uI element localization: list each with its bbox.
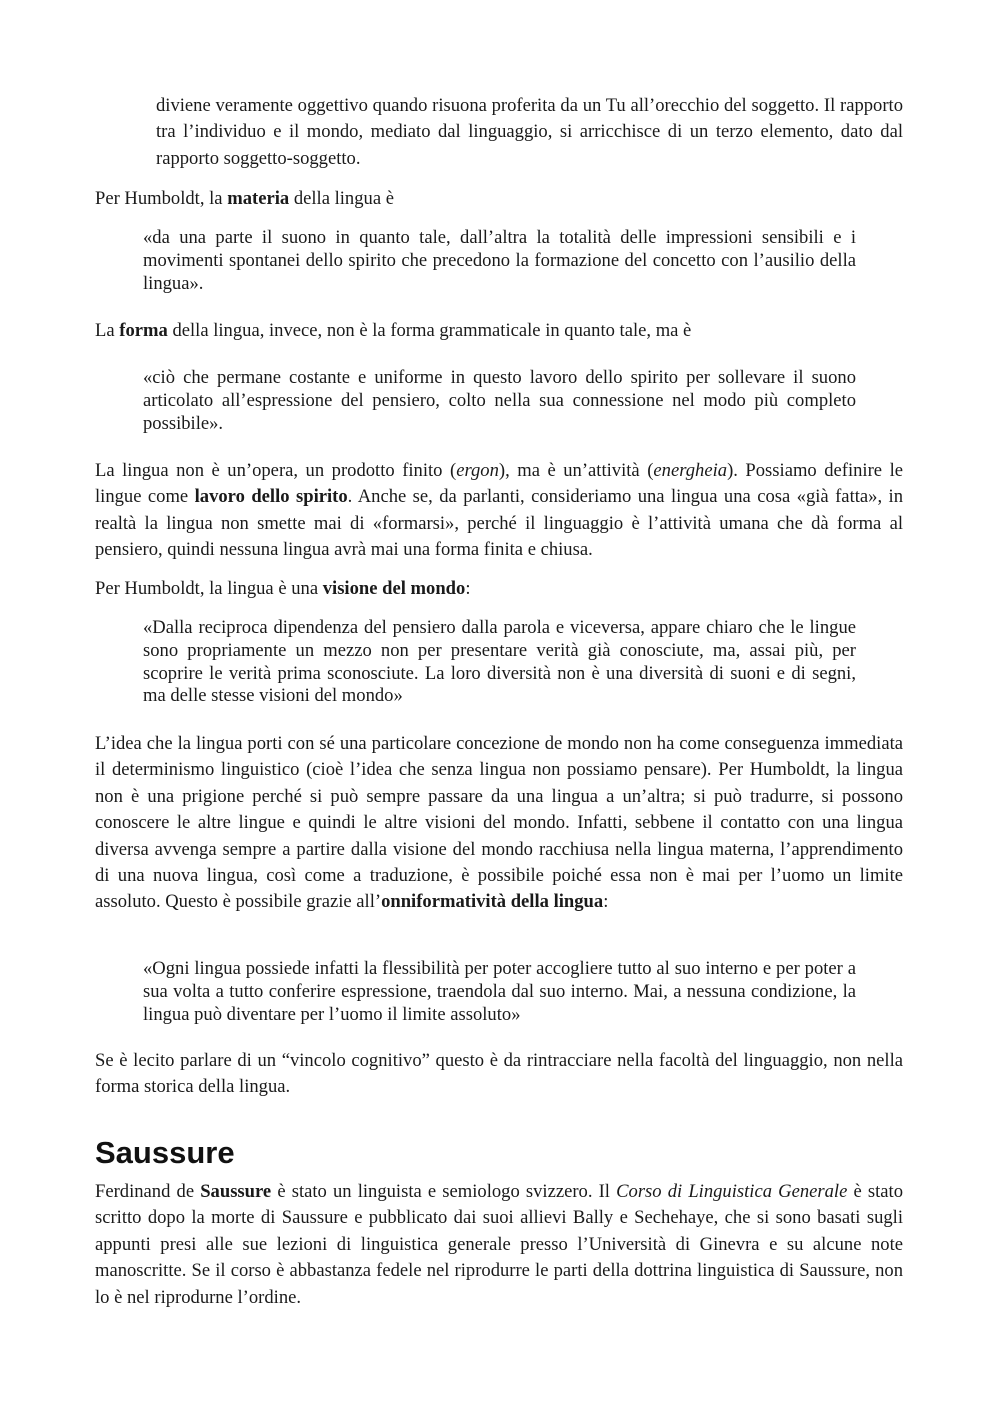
text-run: ). Possiamo definire le lingue come [95, 460, 903, 508]
bold-term-onniformativita: onniformatività della lingua [381, 891, 604, 913]
text-run: ), ma è un’attività ( [498, 460, 654, 481]
quote-continuation: diviene veramente oggettivo quando risuona proferita da un Tu all’orecchio del soggetto. Il rapporto tra l’individuo e il mondo, mediato dal linguaggio, si arricchisce di un terzo elemento, dato dal rapporto soggetto-soggetto. [156, 95, 903, 169]
paragraph-forma [95, 318, 903, 344]
paragraph-vincolo: Se è lecito parlare di un “vincolo cognitivo” questo è da rintracciare nella facoltà del linguaggio, non nella forma storica della lingua. [95, 1050, 903, 1098]
text-run: : [465, 578, 471, 599]
paragraph-materia [95, 186, 903, 212]
text-run: è stato scritto dopo la morte di Saussure e pubblicato dai suoi allievi Bally e Sechehaye, che si sono basati sugli appunti presi alle sue lezioni di linguistica generale presso l’Università di Ginevra e su alcune note manoscritte. Se il corso è abbastanza fedele nel riprodurre le parti della dottrina linguistica di Saussure, non lo è nel riprodurne l’ordine. [95, 1181, 903, 1308]
text-run: Ferdinand de [95, 1181, 201, 1202]
bold-term-lavoro-spirito: lavoro dello spirito [194, 486, 348, 508]
text-run: della lingua è [289, 188, 394, 209]
text-run: : [603, 891, 609, 913]
paragraph-visione [95, 576, 903, 602]
quote-onniformativita: «Ogni lingua possiede infatti la flessibilità per poter accogliere tutto al suo interno e per poter a sua volta a tutto conferire espressione, traendola dal suo interno. Mai, a nessuna condizione, la lingua può diventare per l’uomo il limite assoluto» [143, 958, 856, 1025]
text-run: La [95, 320, 120, 341]
italic-term-energheia: energheia [653, 460, 728, 481]
text-run: Per Humboldt, la lingua è una [95, 578, 323, 599]
paragraph-saussure [95, 1179, 903, 1311]
bold-term-materia: materia [227, 188, 290, 209]
italic-term-ergon: ergon [456, 460, 499, 481]
bold-term-visione-mondo: visione del mondo [322, 578, 466, 599]
text-run: . Anche se, da parlanti, consideriamo una lingua una cosa «già fatta», in realtà la lingua non smette mai di «formarsi», perché il linguaggio è l’attività umana che dà forma al pensiero, quindi nessuna lingua avrà mai una forma finita e chiusa. [95, 486, 903, 561]
quote-materia: «da una parte il suono in quanto tale, dall’altra la totalità delle impressioni sensibili e i movimenti spontanei dello spirito che precedono la formazione del concetto con l’ausilio della lingua». [143, 227, 856, 294]
text-run: della lingua, invece, non è la forma grammaticale in quanto tale, ma è [167, 320, 692, 341]
text-run: La lingua non è un’opera, un prodotto finito ( [95, 460, 457, 481]
italic-title-corso: Corso di Linguistica Generale [616, 1181, 848, 1202]
section-heading: Saussure [95, 1135, 235, 1170]
quote-visione: «Dalla reciproca dipendenza del pensiero dalla parola e viceversa, appare chiaro che le lingue sono propriamente un mezzo non per presentare verità già conosciute, ma, assai più, per scoprire le verità prima sconosciute. La loro diversità non è una diversità di suoni e di segni, ma delle stesse visioni del mondo» [143, 617, 856, 707]
paragraph-determinismo [95, 731, 903, 916]
quote-forma: «ciò che permane costante e uniforme in questo lavoro dello spirito per sollevare il suono articolato all’espressione del pensiero, colto nella sua connessione nel modo più completo possibile». [143, 367, 856, 434]
text-run: Per Humboldt, la [95, 188, 228, 209]
bold-term-saussure: Saussure [200, 1181, 272, 1202]
text-run: L’idea che la lingua porti con sé una particolare concezione de mondo non ha come conseguenza immediata il determinismo linguistico (cioè l’idea che senza lingua non possiamo pensare). Per Humboldt, la lingua non è una prigione perché si può sempre passare da una lingua a un’altra; si può tradurre, si possono conoscere le altre lingue e quindi le altre visioni del mondo. Infatti, sebbene il contatto con una lingua diversa avvenga sempre a partire dalla visione del mondo racchiusa nella lingua materna, l’apprendimento di una nuova lingua, così come a traduzione, è possibile poiché essa non è mai per l’uomo un limite assoluto. Questo è possibile grazie all’ [95, 733, 903, 913]
paragraph-energheia [95, 458, 903, 564]
text-run: è stato un linguista e semiologo svizzero. Il [271, 1181, 617, 1202]
bold-term-forma: forma [119, 320, 168, 341]
